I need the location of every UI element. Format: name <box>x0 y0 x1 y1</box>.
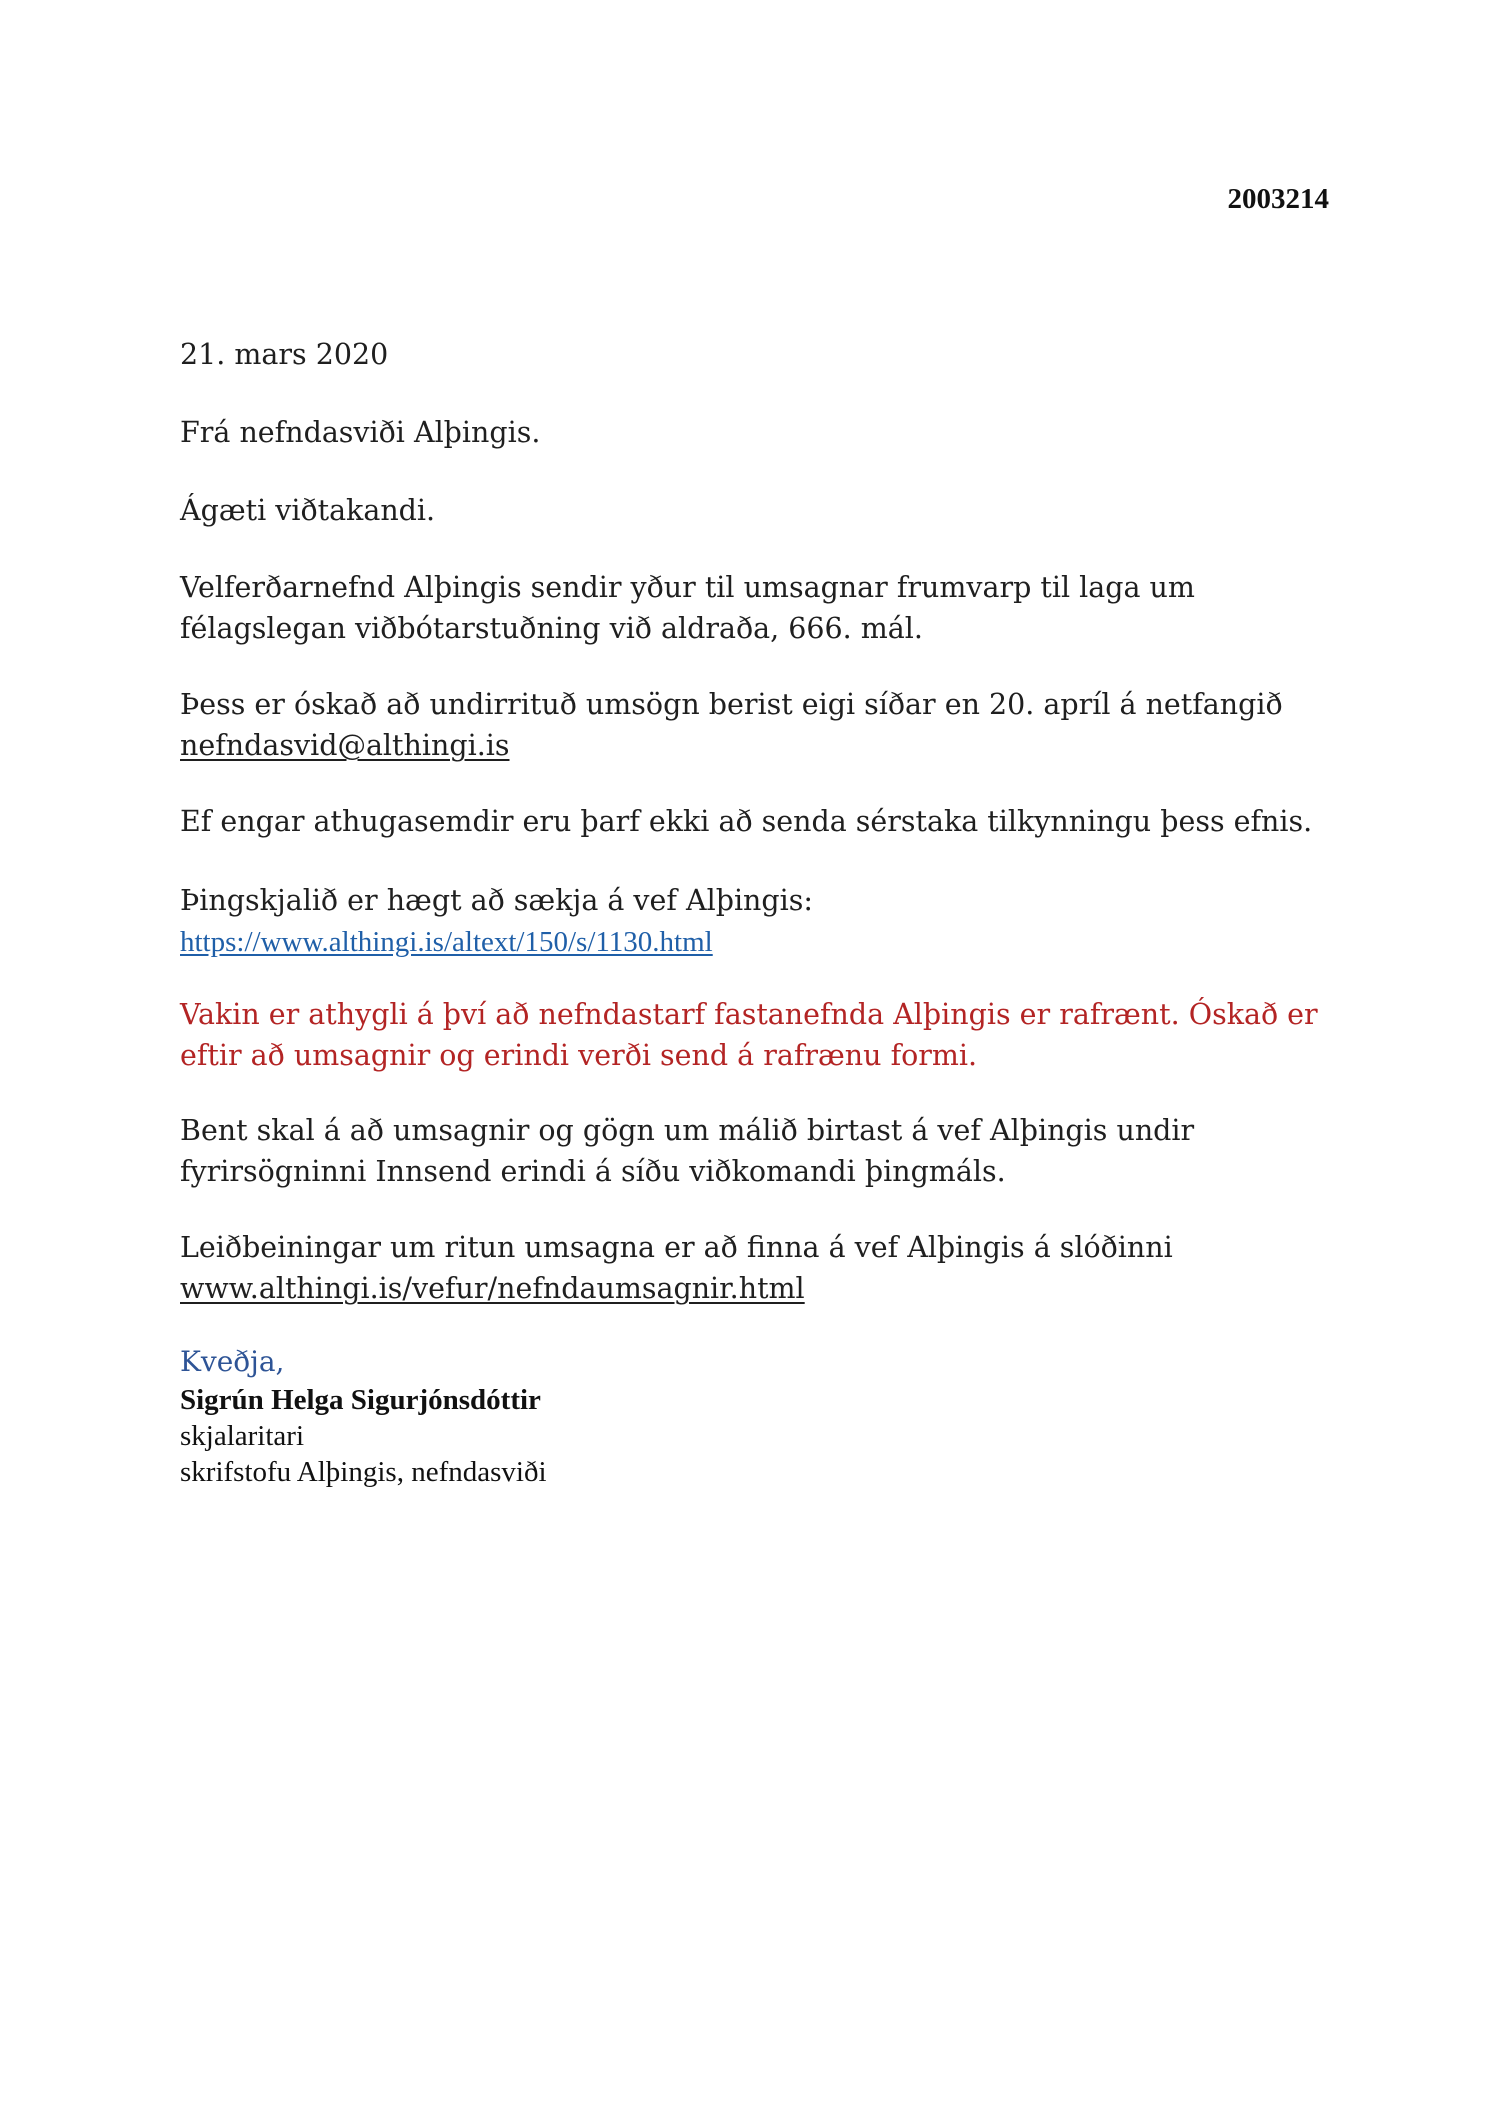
email-link[interactable]: nefndasvid@althingi.is <box>180 729 510 762</box>
closing-greeting: Kveðja, <box>180 1345 285 1378</box>
intro-paragraph: Velferðarnefnd Alþingis sendir yður til umsagnar frumvarp til laga um félagslegan viðbótarstuðning við aldraða, 666. mál. <box>180 571 1195 645</box>
deadline-text: Þess er óskað að undirrituð umsögn berist eigi síðar en 20. apríl á netfangið <box>180 688 1283 721</box>
signatory-title: skjalaritari <box>180 1420 305 1452</box>
document-number: 2003214 <box>1227 183 1329 215</box>
no-comments-paragraph: Ef engar athugasemdir eru þarf ekki að senda sérstaka tilkynningu þess efnis. <box>180 805 1313 838</box>
signatory-name: Sigrún Helga Sigurjónsdóttir <box>180 1384 541 1416</box>
signatory-office: skrifstofu Alþingis, nefndasviði <box>180 1456 547 1488</box>
guidelines-paragraph <box>180 1227 1340 1309</box>
parliament-document-link[interactable]: https://www.althingi.is/altext/150/s/1130.html <box>180 926 713 958</box>
guidelines-link[interactable]: www.althingi.is/vefur/nefndaumsagnir.html <box>180 1272 805 1305</box>
salutation: Ágæti viðtakandi. <box>180 494 436 527</box>
document-link-paragraph <box>180 880 1340 963</box>
guidelines-text: Leiðbeiningar um ritun umsagna er að finna á vef Alþingis á slóðinni <box>180 1231 1173 1264</box>
electronic-notice: Vakin er athygli á því að nefndastarf fastanefnda Alþingis er rafrænt. Óskað er eftir að umsagnir og erindi verði send á rafrænu formi. <box>180 998 1318 1072</box>
signature-block <box>180 1342 547 1490</box>
letter-date: 21. mars 2020 <box>180 338 389 371</box>
document-link-text: Þingskjalið er hægt að sækja á vef Alþingis: <box>180 884 813 917</box>
sender-line: Frá nefndasviði Alþingis. <box>180 416 541 449</box>
deadline-paragraph <box>180 684 1340 766</box>
publication-paragraph: Bent skal á að umsagnir og gögn um málið birtast á vef Alþingis undir fyrirsögninni Innsend erindi á síðu viðkomandi þingmáls. <box>180 1114 1195 1188</box>
